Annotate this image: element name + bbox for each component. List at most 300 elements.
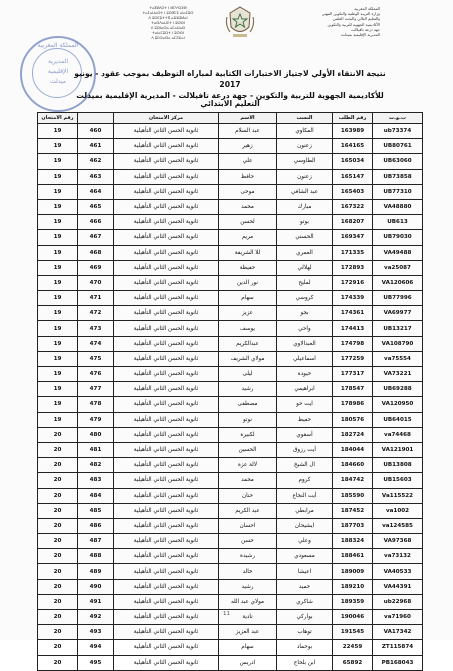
table-cell: 474 (78, 336, 114, 351)
table-cell: 65892 (333, 655, 373, 670)
table-cell: رشيد (219, 579, 277, 594)
table-cell: مصطفى (219, 397, 277, 412)
table-cell: 19 (38, 351, 78, 366)
table-cell: ثانوية الحسن الثاني التأهيلية (114, 169, 219, 184)
table-cell: ال الشيخ (277, 458, 333, 473)
table-row (38, 139, 423, 154)
table-cell: 20 (38, 549, 78, 564)
table-cell: 20 (38, 655, 78, 670)
table-cell: UB80761 (373, 139, 423, 154)
table-cell: 461 (78, 139, 114, 154)
table-cell: ثانوية الحسن الثاني التأهيلية (114, 124, 219, 139)
table-row (38, 442, 423, 457)
table-cell: 189359 (333, 594, 373, 609)
table-row (38, 458, 423, 473)
column-header: النسب (277, 113, 333, 124)
table-row (38, 427, 423, 442)
stamp-text: ميدلت (50, 78, 66, 85)
table-row (38, 625, 423, 640)
table-cell: 164165 (333, 139, 373, 154)
table-cell: VA97368 (373, 534, 423, 549)
table-cell: محمد (219, 473, 277, 488)
title-line-1: نتيجة الانتقاء الأولي لاجتياز الاختبارات الكتابية لمباراة التوظيف بموجب عقود - يونيو 2017 (74, 69, 386, 89)
table-cell: واحي (277, 321, 333, 336)
header-left-line: ⵜⴰⵙⴷⴰⵡⵉⵜ ⵏ ⵓⵙⵙⵏ (151, 21, 185, 25)
table-cell: ثانوية الحسن الثاني التأهيلية (114, 610, 219, 625)
table-cell: 19 (38, 154, 78, 169)
table-cell: حميد (277, 579, 333, 594)
table-cell: va71960 (373, 610, 423, 625)
table-cell: UB77310 (373, 184, 423, 199)
table-cell: VA108790 (373, 336, 423, 351)
header-right-line: المديرية الإقليمية بميدلت (340, 32, 380, 38)
table-cell: ابراهيمي (277, 382, 333, 397)
table-cell: حيودة (277, 367, 333, 382)
table-cell: 470 (78, 275, 114, 290)
table-cell: ثانوية الحسن الثاني التأهيلية (114, 367, 219, 382)
table-cell: خالد (219, 564, 277, 579)
table-row (38, 306, 423, 321)
table-cell: 20 (38, 579, 78, 594)
table-cell: 174361 (333, 306, 373, 321)
table-cell: VA73221 (373, 367, 423, 382)
table-cell: بجو (277, 306, 333, 321)
table-cell: احسان (219, 518, 277, 533)
table-cell: ثانوية الحسن الثاني التأهيلية (114, 260, 219, 275)
header-right-line: والتعليم العالي والبحث العلمي (332, 16, 380, 22)
table-cell: 19 (38, 291, 78, 306)
table-row (38, 549, 423, 564)
table-cell: va1002 (373, 503, 423, 518)
table-cell: 169347 (333, 230, 373, 245)
table-cell: ثانوية الحسن الثاني التأهيلية (114, 321, 219, 336)
table-cell: العمري (277, 245, 333, 260)
table-cell: المكاوي (277, 124, 333, 139)
table-cell: 19 (38, 336, 78, 351)
table-cell: ثانوية الحسن الثاني التأهيلية (114, 625, 219, 640)
table-cell: رشيد (219, 382, 277, 397)
table-cell: 466 (78, 215, 114, 230)
table-cell: 187452 (333, 503, 373, 518)
table-cell: 19 (38, 367, 78, 382)
table-cell: الحسين (219, 442, 277, 457)
table-cell: 19 (38, 215, 78, 230)
table-row (38, 488, 423, 503)
stamp-text: المملكة المغربية (37, 42, 79, 49)
table-cell: 485 (78, 503, 114, 518)
table-cell: ثانوية الحسن الثاني التأهيلية (114, 230, 219, 245)
table-cell: ثانوية الحسن الثاني التأهيلية (114, 245, 219, 260)
header-right-line: جهة درعة تافيلالت (351, 26, 380, 32)
table-body (38, 124, 423, 671)
table-cell: 178986 (333, 397, 373, 412)
header-right-line: المملكة المغربية (354, 6, 380, 11)
table-cell: 494 (78, 640, 114, 655)
table-cell: ثانوية الحسن الثاني التأهيلية (114, 397, 219, 412)
table-cell: 165147 (333, 169, 373, 184)
table-cell: 19 (38, 169, 78, 184)
column-header (78, 113, 114, 124)
table-cell: ليلى (219, 367, 277, 382)
table-row (38, 169, 423, 184)
table-cell: 184660 (333, 458, 373, 473)
table-cell: مرابطي (277, 503, 333, 518)
table-row (38, 579, 423, 594)
table-cell: va73132 (373, 549, 423, 564)
table-cell: أيت رزوق (277, 442, 333, 457)
table-cell: الطاوسي (277, 154, 333, 169)
header-left-line: ⴷ ⵓⵙⵎⵓⵜⵜⴳ ⴰⵣⵣⵓⵍⴰⵏ (148, 16, 188, 20)
table-row (38, 291, 423, 306)
table-cell: UB73858 (373, 169, 423, 184)
table-cell: 185590 (333, 488, 373, 503)
table-cell: 189210 (333, 579, 373, 594)
table-cell: نوتو (219, 412, 277, 427)
table-cell: 478 (78, 397, 114, 412)
table-cell: شاكري (277, 594, 333, 609)
table-cell: بواركي (277, 610, 333, 625)
table-cell: حفيظ (277, 412, 333, 427)
column-header: ب.و.ت (373, 113, 423, 124)
table-row (38, 184, 423, 199)
table-cell: 167322 (333, 199, 373, 214)
table-cell: 460 (78, 124, 114, 139)
stamp-text: الإقليمية (47, 68, 69, 75)
table-cell: 22459 (333, 640, 373, 655)
table-cell: 20 (38, 564, 78, 579)
table-cell: نادية (219, 610, 277, 625)
table-cell: بوحماد (277, 640, 333, 655)
table-cell: حافظ (219, 169, 277, 184)
table-row (38, 124, 423, 139)
table-cell: زعنون (277, 169, 333, 184)
table-cell: 184044 (333, 442, 373, 457)
table-cell: 486 (78, 518, 114, 533)
table-cell: ابن بلحاج (277, 655, 333, 670)
table-cell: ثانوية الحسن الثاني التأهيلية (114, 351, 219, 366)
table-cell: UB77996 (373, 291, 423, 306)
header-left-line: ⵜⴰⵏⴰⵎⵓⵔⵜ ⵏ ⵓⵙⵙⵏ (152, 31, 184, 35)
table-cell: مريم (219, 230, 277, 245)
table-cell: 19 (38, 275, 78, 290)
table-cell: 171335 (333, 245, 373, 260)
table-cell: ثانوية الحسن الثاني التأهيلية (114, 655, 219, 670)
table-cell: UB64015 (373, 412, 423, 427)
table-cell: ZT115874 (373, 640, 423, 655)
table-cell: 492 (78, 610, 114, 625)
table-cell: ثانوية الحسن الثاني التأهيلية (114, 503, 219, 518)
table-cell: 463 (78, 169, 114, 184)
table-cell: UB15603 (373, 473, 423, 488)
table-cell: VA121901 (373, 442, 423, 457)
table-cell: ثانوية الحسن الثاني التأهيلية (114, 306, 219, 321)
table-row (38, 199, 423, 214)
table-cell: مولاي عبد الله (219, 594, 277, 609)
header-right-line: وزارة التربية الوطنية والتكوين المهني (321, 11, 380, 17)
table-cell: 20 (38, 534, 78, 549)
table-cell: VA120950 (373, 397, 423, 412)
table-cell: ثانوية الحسن الثاني التأهيلية (114, 534, 219, 549)
table-cell: موحى (219, 184, 277, 199)
table-cell: 467 (78, 230, 114, 245)
table-cell: ub22968 (373, 594, 423, 609)
table-cell: 479 (78, 412, 114, 427)
table-cell: 168207 (333, 215, 373, 230)
table-cell: VA40533 (373, 564, 423, 579)
table-cell: اسماعيلي (277, 351, 333, 366)
table-cell: ثانوية الحسن الثاني التأهيلية (114, 184, 219, 199)
table-cell: 481 (78, 442, 114, 457)
table-cell: ثانوية الحسن الثاني التأهيلية (114, 215, 219, 230)
table-cell: توهاب (277, 625, 333, 640)
table-row (38, 382, 423, 397)
table-cell: 475 (78, 351, 114, 366)
table-cell: va124585 (373, 518, 423, 533)
table-cell: نور الدين (219, 275, 277, 290)
table-cell: لمليح (277, 275, 333, 290)
column-header: مركز الامتحان (114, 113, 219, 124)
table-cell: 19 (38, 139, 78, 154)
table-cell: كروسي (277, 291, 333, 306)
table-cell: 191545 (333, 625, 373, 640)
table-cell: ub73374 (373, 124, 423, 139)
table-cell: 19 (38, 412, 78, 427)
table-cell: لكبيرة (219, 427, 277, 442)
table-cell: 165034 (333, 154, 373, 169)
table-cell: للا الشريفة (219, 245, 277, 260)
table-cell: 489 (78, 564, 114, 579)
document-subtitle: التعليم الابتدائي (200, 99, 260, 108)
table-row (38, 367, 423, 382)
table-cell: 178547 (333, 382, 373, 397)
table-cell: ثانوية الحسن الثاني التأهيلية (114, 382, 219, 397)
table-cell: 20 (38, 594, 78, 609)
header-left-line: ⴷ ⵓⵙⵏⴰⵙⴰ ⴰⵎⴰⵡⴰⵙ (150, 26, 186, 30)
table-cell: مسعودي (277, 549, 333, 564)
table-cell: عبدالكريم (219, 336, 277, 351)
table-cell: 174413 (333, 321, 373, 336)
table-cell: العبدالاوي (277, 336, 333, 351)
table-cell: ثانوية الحسن الثاني التأهيلية (114, 473, 219, 488)
table-cell: va75554 (373, 351, 423, 366)
table-cell: مولاي الشريف (219, 351, 277, 366)
table-cell: عبد الشافي (277, 184, 333, 199)
table-cell: عبد الكريم (219, 503, 277, 518)
table-cell: 188461 (333, 549, 373, 564)
header-left-tifinagh (118, 6, 218, 41)
table-cell: 19 (38, 321, 78, 336)
table-cell: 184742 (333, 473, 373, 488)
table-cell: 190046 (333, 610, 373, 625)
table-cell: الحسني (277, 230, 333, 245)
table-row (38, 260, 423, 275)
table-cell: يوسف (219, 321, 277, 336)
header-left-line: ⵜⴰⵎⴰⵡⴰⵙⵜ ⵏ ⵓⵙⴳⵎⵉ ⴰⵏⴰⵎⵓⵔ (142, 11, 194, 15)
table-cell: UB613 (373, 215, 423, 230)
table-cell: VA48880 (373, 199, 423, 214)
table-row (38, 154, 423, 169)
table-cell: 20 (38, 503, 78, 518)
table-cell: ثانوية الحسن الثاني التأهيلية (114, 336, 219, 351)
header-right-line: الأكاديمية الجهوية للتربية والتكوين (327, 21, 380, 27)
table-cell: 19 (38, 199, 78, 214)
table-row (38, 503, 423, 518)
header-left-line: ⵜⴰⴳⵍⴷⵉⵜ ⵏ ⵍⵎⵖⵔⵉⴱ (149, 6, 187, 10)
table-row (38, 230, 423, 245)
column-header: رقم الامتحان (38, 113, 78, 124)
table-cell: 189009 (333, 564, 373, 579)
table-cell: va25087 (373, 260, 423, 275)
results-table (37, 112, 423, 671)
table-cell: 495 (78, 655, 114, 670)
table-cell: زعنون (277, 139, 333, 154)
table-cell: 20 (38, 518, 78, 533)
table-cell: 20 (38, 458, 78, 473)
table-cell: سهام (219, 291, 277, 306)
table-row (38, 397, 423, 412)
table-cell: 177317 (333, 367, 373, 382)
table-cell: 20 (38, 640, 78, 655)
column-header: الاسم (219, 113, 277, 124)
table-cell: 19 (38, 260, 78, 275)
table-cell: 20 (38, 442, 78, 457)
table-cell: وعلي (277, 534, 333, 549)
table-cell: 477 (78, 382, 114, 397)
table-cell: UB63060 (373, 154, 423, 169)
table-row (38, 534, 423, 549)
table-cell: 473 (78, 321, 114, 336)
table-cell: 482 (78, 458, 114, 473)
table-cell: حفيظة (219, 260, 277, 275)
table-cell: 480 (78, 427, 114, 442)
table-cell: 472 (78, 306, 114, 321)
table-cell: VA17342 (373, 625, 423, 640)
table-cell: 469 (78, 260, 114, 275)
table-cell: زهير (219, 139, 277, 154)
table-cell: ثانوية الحسن الثاني التأهيلية (114, 564, 219, 579)
table-cell: ثانوية الحسن الثاني التأهيلية (114, 291, 219, 306)
table-row (38, 594, 423, 609)
table-cell: ثانوية الحسن الثاني التأهيلية (114, 488, 219, 503)
table-cell: 462 (78, 154, 114, 169)
table-cell: ثانوية الحسن الثاني التأهيلية (114, 275, 219, 290)
table-cell: 165403 (333, 184, 373, 199)
table-row (38, 215, 423, 230)
table-cell: ثانوية الحسن الثاني التأهيلية (114, 594, 219, 609)
table-header-row (38, 113, 423, 124)
table-cell: عزيز (219, 306, 277, 321)
table-cell: ايشيحان (277, 518, 333, 533)
table-cell: 468 (78, 245, 114, 260)
table-cell: va74468 (373, 427, 423, 442)
table-row (38, 655, 423, 670)
table-cell: 20 (38, 610, 78, 625)
table-row (38, 321, 423, 336)
table-cell: ثانوية الحسن الثاني التأهيلية (114, 579, 219, 594)
table-cell: 188324 (333, 534, 373, 549)
table-cell: ثانوية الحسن الثاني التأهيلية (114, 139, 219, 154)
table-row (38, 473, 423, 488)
table-cell: PB168043 (373, 655, 423, 670)
table-cell: ثانوية الحسن الثاني التأهيلية (114, 412, 219, 427)
table-cell: 465 (78, 199, 114, 214)
table-cell: سهام (219, 640, 277, 655)
table-row (38, 518, 423, 533)
table-cell: ثانوية الحسن الثاني التأهيلية (114, 199, 219, 214)
table-cell: 180576 (333, 412, 373, 427)
table-cell: عبد العزيز (219, 625, 277, 640)
table-cell: ثانوية الحسن الثاني التأهيلية (114, 442, 219, 457)
table-cell: 483 (78, 473, 114, 488)
table-cell: 172893 (333, 260, 373, 275)
table-cell: 172916 (333, 275, 373, 290)
stamp-text: المديرية (48, 58, 68, 65)
table-cell: 19 (38, 230, 78, 245)
table-cell: 163989 (333, 124, 373, 139)
table-cell: 174339 (333, 291, 373, 306)
table-cell: UB13217 (373, 321, 423, 336)
table-cell: 493 (78, 625, 114, 640)
table-cell: 491 (78, 594, 114, 609)
table-row (38, 245, 423, 260)
table-cell: لهلالي (277, 260, 333, 275)
table-cell: 19 (38, 306, 78, 321)
table-cell: UB13808 (373, 458, 423, 473)
table-cell: ثانوية الحسن الثاني التأهيلية (114, 640, 219, 655)
table-row (38, 412, 423, 427)
table-row (38, 336, 423, 351)
table-cell: ثانوية الحسن الثاني التأهيلية (114, 458, 219, 473)
table-cell: 19 (38, 397, 78, 412)
table-cell: VA120606 (373, 275, 423, 290)
table-cell: مبارك (277, 199, 333, 214)
table-cell: 177259 (333, 351, 373, 366)
table-cell: ثانوية الحسن الثاني التأهيلية (114, 427, 219, 442)
table-cell: 490 (78, 579, 114, 594)
table-cell: 19 (38, 124, 78, 139)
table-cell: 20 (38, 427, 78, 442)
table-cell: لالة عزة (219, 458, 277, 473)
table-cell: 20 (38, 488, 78, 503)
table-cell: 484 (78, 488, 114, 503)
table-cell: ثانوية الحسن الثاني التأهيلية (114, 154, 219, 169)
table-cell: لحسن (219, 215, 277, 230)
header-right-arabic (268, 6, 380, 37)
table-cell: 187703 (333, 518, 373, 533)
table-cell: كروم (277, 473, 333, 488)
table-cell: حسن (219, 534, 277, 549)
table-cell: عبد السلام (219, 124, 277, 139)
table-cell: 19 (38, 184, 78, 199)
table-cell: 476 (78, 367, 114, 382)
table-row (38, 275, 423, 290)
table-cell: 20 (38, 473, 78, 488)
table-cell: بوتو (277, 215, 333, 230)
title-line-2: للأكاديمية الجهوية للتربية والتكوين - جهة درعة تافيلالت - المديرية الإقليمية بميدلت (76, 91, 384, 100)
table-cell: 19 (38, 382, 78, 397)
table-cell: محمد (219, 199, 277, 214)
table-cell: VA44391 (373, 579, 423, 594)
table-cell: 471 (78, 291, 114, 306)
table-cell: 487 (78, 534, 114, 549)
table-cell: ادريس (219, 655, 277, 670)
table-cell: أسقوي (277, 427, 333, 442)
table-cell: حنان (219, 488, 277, 503)
table-cell: VA49488 (373, 245, 423, 260)
table-cell: 20 (38, 625, 78, 640)
table-row (38, 640, 423, 655)
table-row (38, 351, 423, 366)
